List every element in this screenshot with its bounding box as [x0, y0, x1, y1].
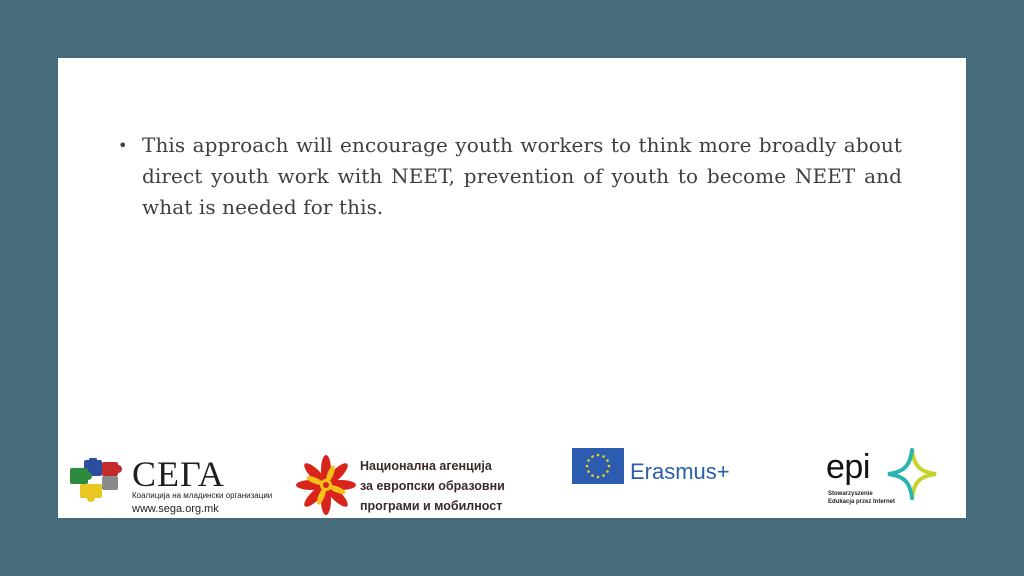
sega-subtitle: Коалиција на младински организации [132, 491, 273, 500]
epi-subtitle [828, 490, 895, 506]
sega-logo [68, 454, 273, 518]
eu-star [608, 465, 611, 468]
erasmus-logo [572, 448, 762, 488]
bullet-text: This approach will encourage youth workers to think more broadly about direct youth work with NEET, prevention of youth to become NEET and what is needed for this. [142, 133, 902, 219]
eu-star [591, 455, 594, 458]
sega-title: СЕГА [132, 454, 225, 494]
eu-star [606, 470, 609, 473]
epi-subtitle-line-2: Edukacja przez Internet [828, 499, 896, 505]
eu-star [587, 459, 590, 462]
agency-line-2: за европски образовни [360, 479, 505, 493]
puzzle-icon [68, 458, 132, 506]
sega-url: www.sega.org.mk [132, 503, 219, 515]
eu-star [587, 470, 590, 473]
epi-wordmark: epi [826, 448, 870, 486]
eu-star [597, 476, 600, 479]
puzzle-knob-yellow [87, 494, 95, 502]
flower-core [323, 482, 329, 488]
epi-logo [824, 448, 944, 514]
eu-star [586, 465, 589, 468]
eu-star [591, 474, 594, 477]
national-agency-logo [296, 452, 516, 518]
puzzle-knob-green [84, 472, 92, 480]
erasmus-label: Erasmus+ [630, 459, 730, 484]
epi-subtitle-line-1: Stowarzyszenie [828, 491, 873, 497]
agency-line-1: Национална агенција [360, 459, 492, 473]
eu-star [602, 474, 605, 477]
eu-star [597, 454, 600, 457]
sun-flower-icon [296, 454, 356, 516]
puzzle-knob-red [114, 465, 122, 473]
bullet-item [116, 130, 902, 223]
eu-flag-field [572, 448, 624, 484]
slide-content [58, 58, 966, 518]
puzzle-piece-grey [102, 476, 118, 490]
bullet-marker: • [118, 136, 128, 155]
eu-flag-icon [572, 448, 624, 484]
eu-star [602, 455, 605, 458]
eu-star [606, 459, 609, 462]
star-outline-yellow [912, 450, 936, 498]
agency-line-3: програми и мобилност [360, 499, 503, 513]
agency-name [360, 456, 505, 516]
